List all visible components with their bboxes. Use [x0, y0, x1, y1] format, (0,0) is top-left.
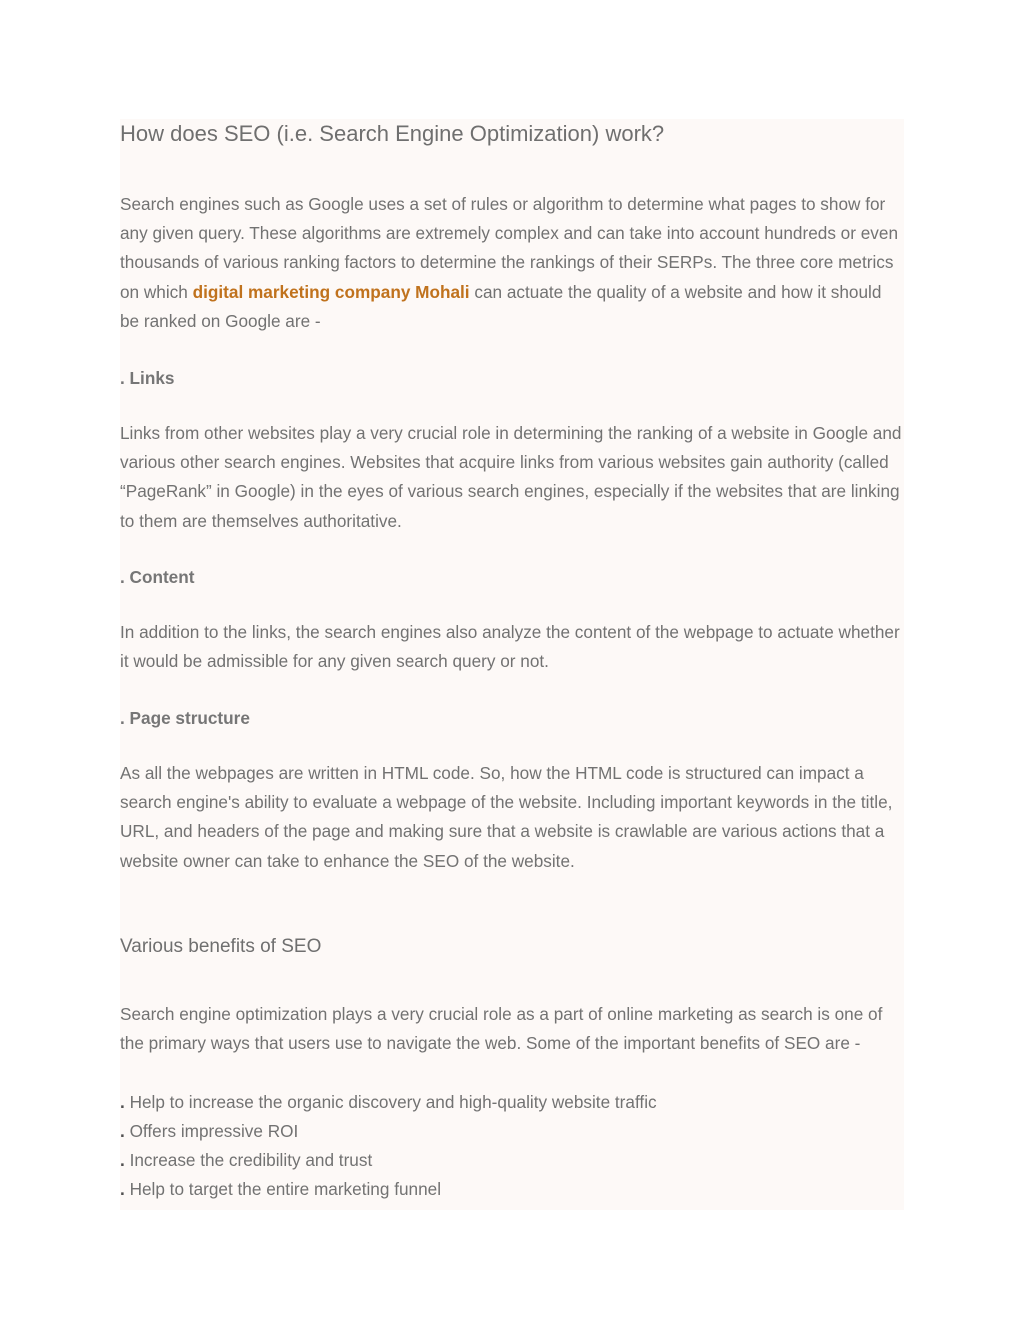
list-item: [120, 1088, 904, 1117]
digital-marketing-company-link[interactable]: digital marketing company Mohali: [192, 281, 470, 302]
bullet-marker: .: [120, 1179, 125, 1199]
bullet-marker: .: [120, 1150, 125, 1170]
section-heading-seo-work: How does SEO (i.e. Search Engine Optimization) work?: [120, 121, 665, 146]
list-item: [120, 1117, 904, 1146]
subheading-page-structure: . Page structure: [120, 708, 250, 728]
list-item: [120, 1175, 904, 1204]
benefit-text: Increase the credibility and trust: [129, 1150, 373, 1170]
benefits-intro-paragraph: Search engine optimization plays a very crucial role as a part of online marketing as search is one of the primary ways that users use to navigate the web. Some of the important benefits of SEO are -: [120, 1004, 883, 1054]
subheading-content: . Content: [120, 567, 195, 587]
bullet-marker: .: [120, 1121, 125, 1141]
benefit-text: Help to increase the organic discovery and high-quality website traffic: [129, 1092, 657, 1112]
seo-intro-paragraph: [120, 190, 904, 336]
links-paragraph: Links from other websites play a very crucial role in determining the ranking of a website in Google and various other search engines. Websites that acquire links from various websites gain authority (called “PageRank” in Google) in the eyes of various search engines, especially if the websites that are linking to them are themselves authoritative.: [120, 423, 902, 531]
document-content-panel: [120, 119, 904, 1210]
bullet-marker: .: [120, 1092, 125, 1112]
benefit-text: Help to target the entire marketing funnel: [129, 1179, 442, 1199]
benefit-text: Offers impressive ROI: [129, 1121, 299, 1141]
page-structure-paragraph: As all the webpages are written in HTML code. So, how the HTML code is structured can impact a search engine's ability to evaluate a webpage of the website. Including important keywords in the title, URL, and headers of the page and making sure that a website is crawlable are various actions that a website owner can take to enhance the SEO of the website.: [120, 763, 893, 871]
seo-intro-text-end: can actuate the quality of a website and how it should be ranked on Google are -: [120, 281, 882, 331]
seo-intro-text-start: Search engines such as Google uses a set of rules or algorithm to determine what pages to show for any given query. These algorithms are extremely complex and can take into account hundreds or even thousands of various ranking factors to determine the rankings of their SERPs. The three core metrics on which: [120, 194, 899, 302]
subheading-links: . Links: [120, 368, 175, 388]
section-heading-benefits: Various benefits of SEO: [120, 936, 322, 957]
list-item: [120, 1146, 904, 1175]
content-paragraph: In addition to the links, the search engines also analyze the content of the webpage to actuate whether it would be admissible for any given search query or not.: [120, 622, 900, 672]
